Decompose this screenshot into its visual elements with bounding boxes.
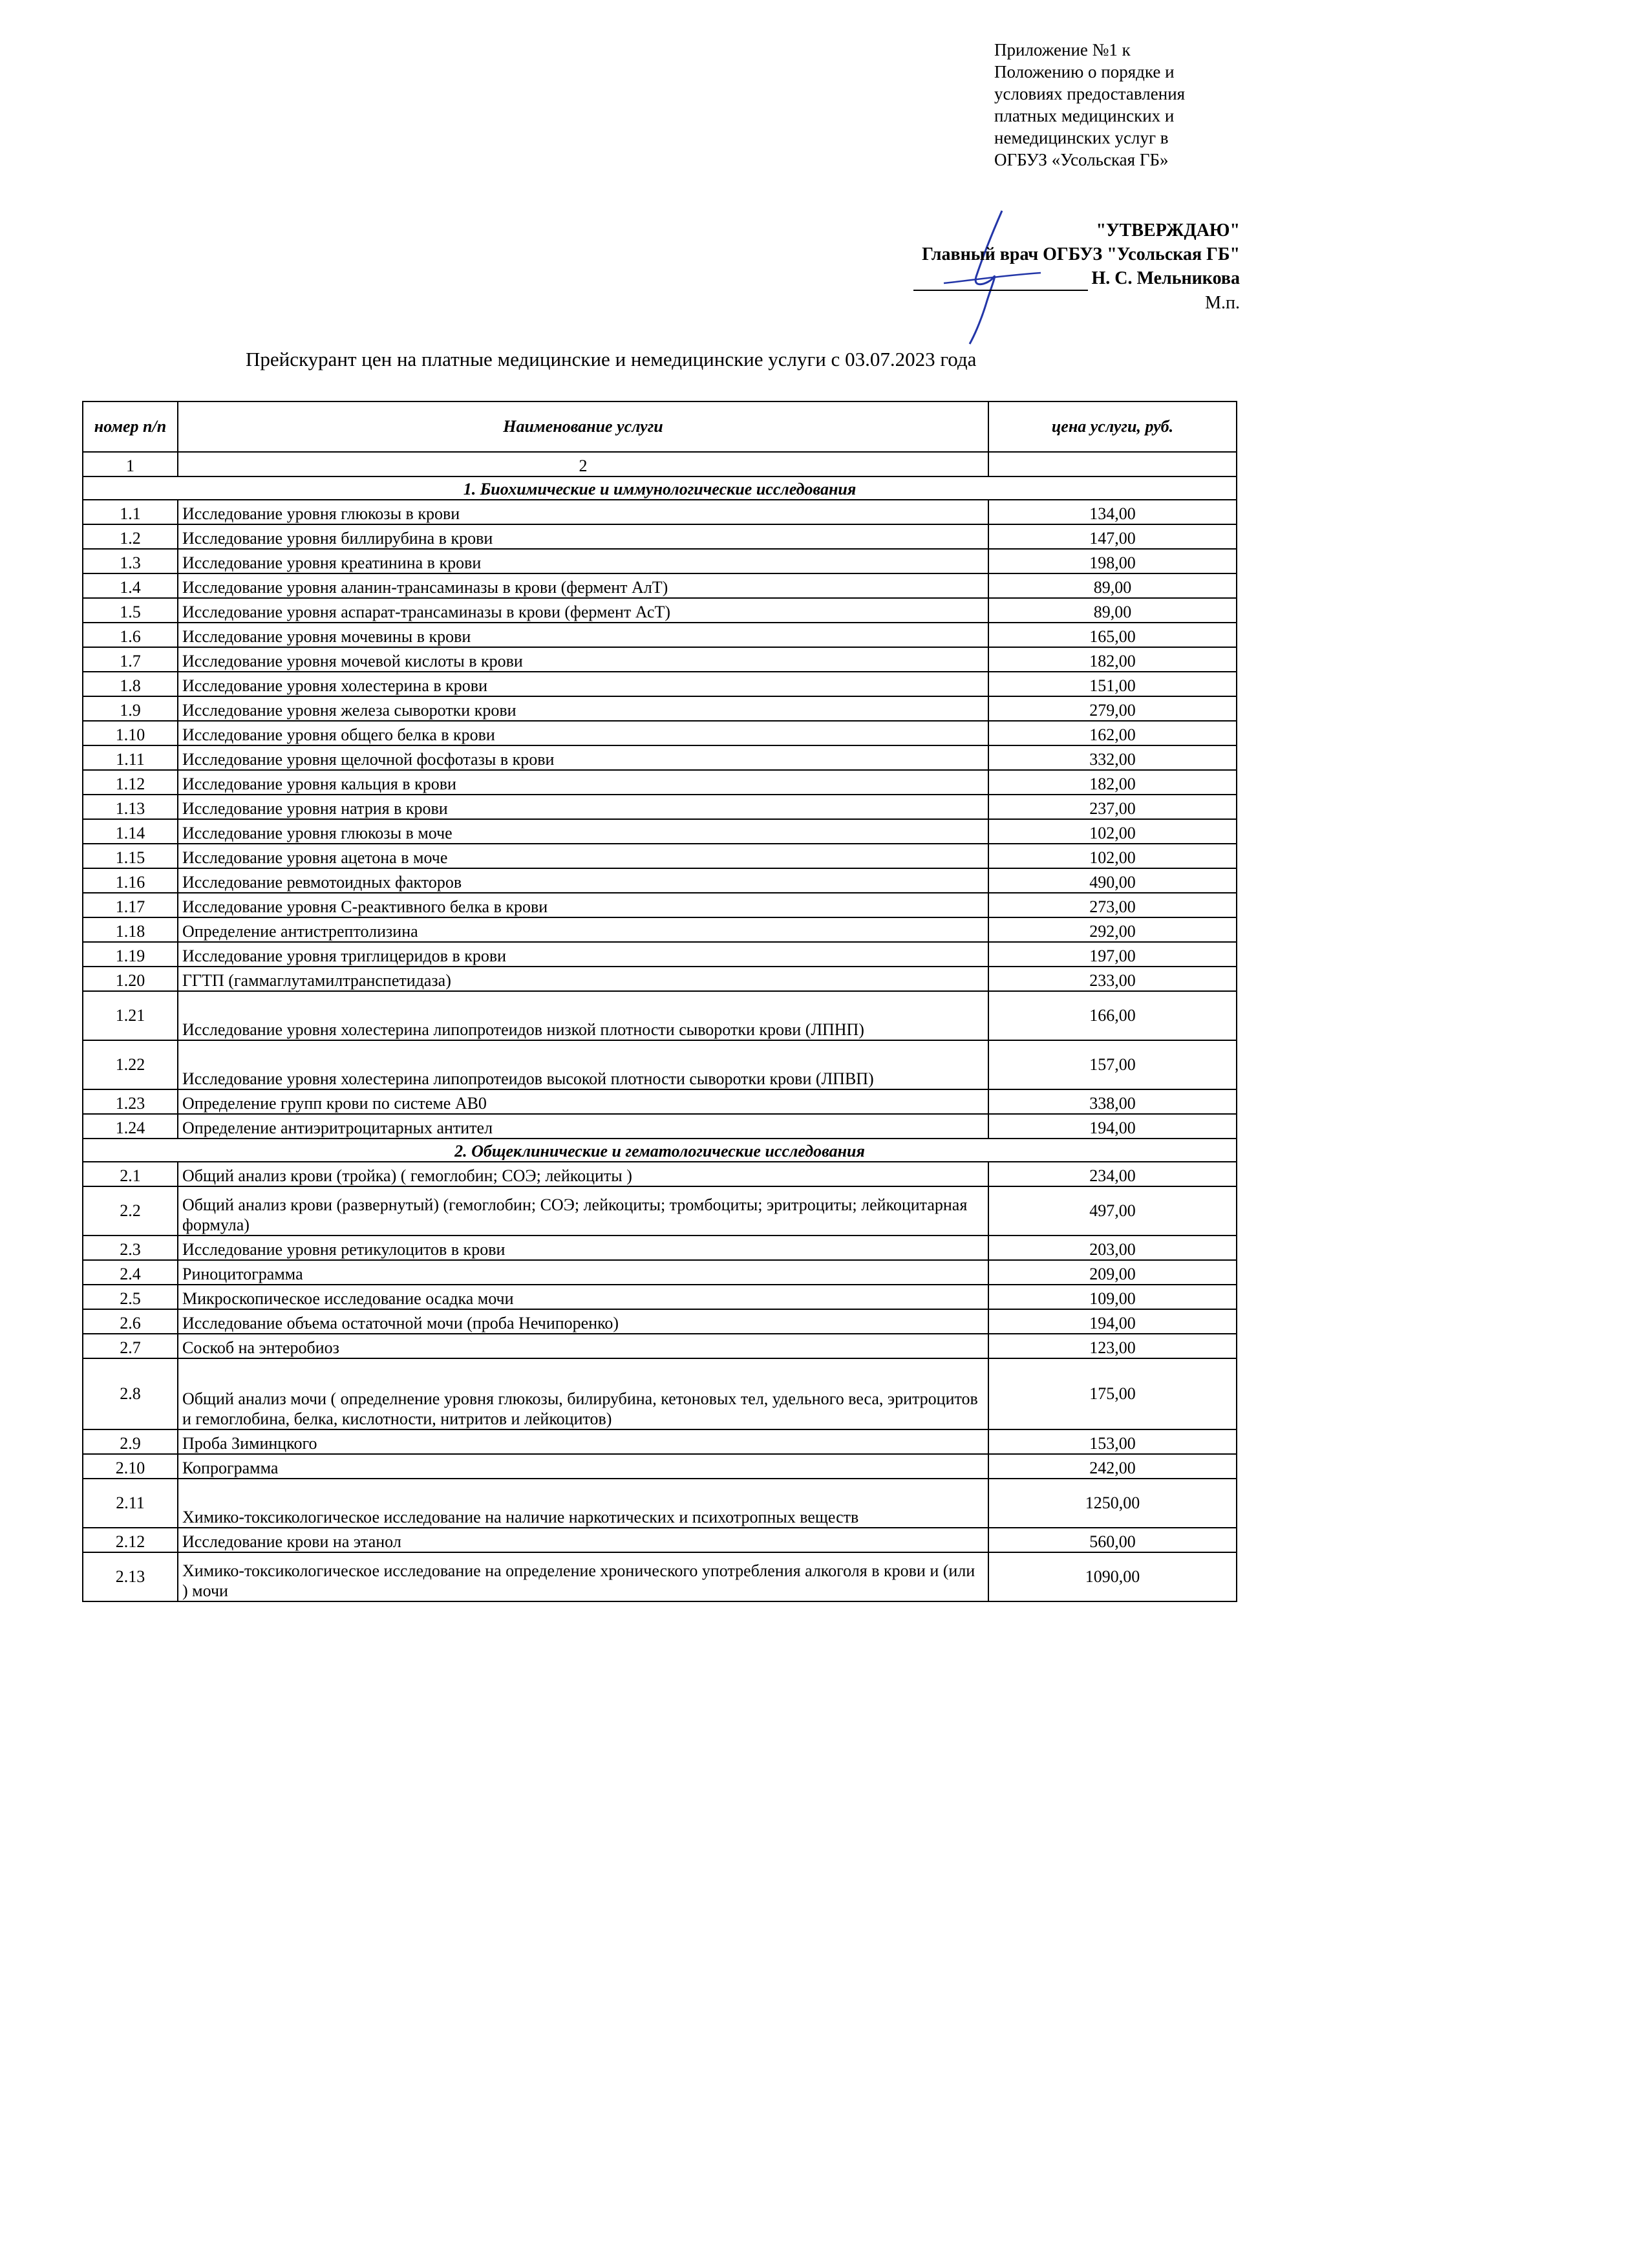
row-name: Исследование уровня мочевой кислоты в крови bbox=[178, 647, 988, 672]
row-price: 1250,00 bbox=[988, 1479, 1237, 1528]
row-name: Проба Зиминцкого bbox=[178, 1429, 988, 1454]
row-name: Исследование уровня холестерина в крови bbox=[178, 672, 988, 696]
row-num: 1.15 bbox=[83, 844, 178, 868]
row-name: Общий анализ крови (развернутый) (гемоглобин; СОЭ; лейкоциты; тромбоциты; эритроциты; лейкоцитарная формула) bbox=[178, 1186, 988, 1236]
row-name: Копрограмма bbox=[178, 1454, 988, 1479]
table-row bbox=[83, 770, 1237, 795]
row-price: 197,00 bbox=[988, 942, 1237, 967]
table-row bbox=[83, 721, 1237, 745]
header-name: Наименование услуги bbox=[178, 401, 988, 452]
row-price: 102,00 bbox=[988, 819, 1237, 844]
row-num: 2.12 bbox=[83, 1528, 178, 1552]
row-name: Исследование уровня С-реактивного белка в крови bbox=[178, 893, 988, 917]
table-row bbox=[83, 795, 1237, 819]
row-name: Исследование уровня ретикулоцитов в крови bbox=[178, 1236, 988, 1260]
row-num: 1.16 bbox=[83, 868, 178, 893]
index-price bbox=[988, 452, 1237, 476]
row-num: 1.19 bbox=[83, 942, 178, 967]
table-row bbox=[83, 696, 1237, 721]
row-price: 182,00 bbox=[988, 770, 1237, 795]
row-name: Общий анализ мочи ( определнение уровня глюкозы, билирубина, кетоновых тел, удельного веса, эритроцитов и гемоглобина, белка, кислотности, нитритов и лейкоцитов) bbox=[178, 1358, 988, 1429]
row-price: 194,00 bbox=[988, 1309, 1237, 1334]
table-row bbox=[83, 1089, 1237, 1114]
row-price: 560,00 bbox=[988, 1528, 1237, 1552]
header-num: номер п/п bbox=[83, 401, 178, 452]
table-row bbox=[83, 1040, 1237, 1089]
table-row bbox=[83, 1114, 1237, 1139]
row-name: Микроскопическое исследование осадка мочи bbox=[178, 1285, 988, 1309]
stamp-mark: М.п. bbox=[1205, 292, 1240, 313]
row-name: Общий анализ крови (тройка) ( гемоглобин; СОЭ; лейкоциты ) bbox=[178, 1162, 988, 1186]
row-price: 490,00 bbox=[988, 868, 1237, 893]
row-name: Исследование уровня натрия в крови bbox=[178, 795, 988, 819]
row-num: 1.23 bbox=[83, 1089, 178, 1114]
row-num: 2.4 bbox=[83, 1260, 178, 1285]
row-price: 237,00 bbox=[988, 795, 1237, 819]
approval-title: "УТВЕРЖДАЮ" bbox=[1096, 220, 1240, 241]
table-row bbox=[83, 573, 1237, 598]
section-title: 1. Биохимические и иммунологические исследования bbox=[83, 476, 1237, 500]
approval-name: Н. С. Мельникова bbox=[1091, 268, 1240, 289]
row-price: 165,00 bbox=[988, 623, 1237, 647]
row-num: 2.11 bbox=[83, 1479, 178, 1528]
index-row bbox=[83, 452, 1237, 476]
row-price: 203,00 bbox=[988, 1236, 1237, 1260]
row-name: Исследование уровня глюкозы в моче bbox=[178, 819, 988, 844]
table-row bbox=[83, 623, 1237, 647]
row-name: Исследование уровня биллирубина в крови bbox=[178, 524, 988, 549]
row-num: 1.2 bbox=[83, 524, 178, 549]
table-row bbox=[83, 1454, 1237, 1479]
row-num: 1.7 bbox=[83, 647, 178, 672]
row-num: 1.10 bbox=[83, 721, 178, 745]
table-row bbox=[83, 524, 1237, 549]
row-price: 338,00 bbox=[988, 1089, 1237, 1114]
row-price: 497,00 bbox=[988, 1186, 1237, 1236]
row-price: 273,00 bbox=[988, 893, 1237, 917]
row-name: Исследование уровня общего белка в крови bbox=[178, 721, 988, 745]
annex-line: немедицинских услуг в bbox=[994, 128, 1169, 148]
table-row bbox=[83, 1285, 1237, 1309]
table-row bbox=[83, 1358, 1237, 1429]
row-price: 279,00 bbox=[988, 696, 1237, 721]
row-price: 233,00 bbox=[988, 967, 1237, 991]
row-price: 166,00 bbox=[988, 991, 1237, 1040]
row-name: Исследование уровня мочевины в крови bbox=[178, 623, 988, 647]
row-price: 242,00 bbox=[988, 1454, 1237, 1479]
section-title: 2. Общеклинические и гематологические исследования bbox=[83, 1139, 1237, 1162]
row-price: 292,00 bbox=[988, 917, 1237, 942]
row-name: Исследование уровня железа сыворотки крови bbox=[178, 696, 988, 721]
row-num: 1.14 bbox=[83, 819, 178, 844]
row-price: 162,00 bbox=[988, 721, 1237, 745]
table-row bbox=[83, 1186, 1237, 1236]
row-num: 2.6 bbox=[83, 1309, 178, 1334]
row-num: 1.17 bbox=[83, 893, 178, 917]
row-price: 109,00 bbox=[988, 1285, 1237, 1309]
row-num: 2.9 bbox=[83, 1429, 178, 1454]
approval-block bbox=[913, 219, 1240, 315]
row-num: 2.2 bbox=[83, 1186, 178, 1236]
row-num: 1.5 bbox=[83, 598, 178, 623]
row-price: 332,00 bbox=[988, 745, 1237, 770]
row-price: 1090,00 bbox=[988, 1552, 1237, 1601]
row-price: 153,00 bbox=[988, 1429, 1237, 1454]
row-name: Химико-токсикологическое исследование на наличие наркотических и психотропных веществ bbox=[178, 1479, 988, 1528]
row-num: 2.10 bbox=[83, 1454, 178, 1479]
row-num: 1.9 bbox=[83, 696, 178, 721]
table-row bbox=[83, 1552, 1237, 1601]
table-row bbox=[83, 1479, 1237, 1528]
table-row bbox=[83, 1260, 1237, 1285]
table-row bbox=[83, 844, 1237, 868]
header-price: цена услуги, руб. bbox=[988, 401, 1237, 452]
table-row bbox=[83, 1162, 1237, 1186]
table-row bbox=[83, 1429, 1237, 1454]
row-name: Химико-токсикологическое исследование на определение хронического употребления алкоголя в крови и (или ) мочи bbox=[178, 1552, 988, 1601]
row-name: Исследование уровня кальция в крови bbox=[178, 770, 988, 795]
row-name: Соскоб на энтеробиоз bbox=[178, 1334, 988, 1358]
row-price: 123,00 bbox=[988, 1334, 1237, 1358]
row-num: 1.1 bbox=[83, 500, 178, 524]
table-row bbox=[83, 991, 1237, 1040]
index-num: 1 bbox=[83, 452, 178, 476]
row-num: 2.8 bbox=[83, 1358, 178, 1429]
row-price: 182,00 bbox=[988, 647, 1237, 672]
table-row bbox=[83, 917, 1237, 942]
row-name: Исследование уровня глюкозы в крови bbox=[178, 500, 988, 524]
row-num: 1.8 bbox=[83, 672, 178, 696]
row-name: Исследование уровня аланин-трансаминазы в крови (фермент АлТ) bbox=[178, 573, 988, 598]
row-price: 89,00 bbox=[988, 573, 1237, 598]
row-name: Определение антистрептолизина bbox=[178, 917, 988, 942]
annex-line: условиях предоставления bbox=[994, 84, 1186, 104]
row-num: 2.7 bbox=[83, 1334, 178, 1358]
row-num: 1.6 bbox=[83, 623, 178, 647]
row-name: Исследование уровня щелочной фосфотазы в крови bbox=[178, 745, 988, 770]
row-num: 1.13 bbox=[83, 795, 178, 819]
row-price: 157,00 bbox=[988, 1040, 1237, 1089]
row-name: Исследование ревмотоидных факторов bbox=[178, 868, 988, 893]
price-table bbox=[82, 401, 1237, 1602]
approval-position: Главный врач ОГБУЗ "Усольская ГБ" bbox=[922, 244, 1240, 265]
row-num: 1.18 bbox=[83, 917, 178, 942]
section-header-row bbox=[83, 1139, 1237, 1162]
table-row bbox=[83, 942, 1237, 967]
row-price: 175,00 bbox=[988, 1358, 1237, 1429]
row-price: 209,00 bbox=[988, 1260, 1237, 1285]
row-name: ГГТП (гаммаглутамилтранспетидаза) bbox=[178, 967, 988, 991]
table-row bbox=[83, 1334, 1237, 1358]
row-price: 234,00 bbox=[988, 1162, 1237, 1186]
annex-line: платных медицинских и bbox=[994, 106, 1175, 126]
table-row bbox=[83, 967, 1237, 991]
table-row bbox=[83, 1309, 1237, 1334]
row-name: Исследование объема остаточной мочи (проба Нечипоренко) bbox=[178, 1309, 988, 1334]
row-num: 2.1 bbox=[83, 1162, 178, 1186]
index-name: 2 bbox=[178, 452, 988, 476]
row-name: Исследование крови на этанол bbox=[178, 1528, 988, 1552]
signature-line bbox=[913, 274, 1088, 291]
row-name: Риноцитограмма bbox=[178, 1260, 988, 1285]
row-num: 2.3 bbox=[83, 1236, 178, 1260]
row-name: Исследование уровня холестерина липопротеидов низкой плотности сыворотки крови (ЛПНП) bbox=[178, 991, 988, 1040]
row-name: Определение групп крови по системе АВ0 bbox=[178, 1089, 988, 1114]
row-num: 2.13 bbox=[83, 1552, 178, 1601]
row-num: 1.4 bbox=[83, 573, 178, 598]
row-num: 1.21 bbox=[83, 991, 178, 1040]
row-name: Исследование уровня аспарат-трансаминазы в крови (фермент АсТ) bbox=[178, 598, 988, 623]
row-num: 2.5 bbox=[83, 1285, 178, 1309]
row-price: 151,00 bbox=[988, 672, 1237, 696]
row-num: 1.20 bbox=[83, 967, 178, 991]
row-num: 1.24 bbox=[83, 1114, 178, 1139]
table-row bbox=[83, 1236, 1237, 1260]
row-name: Исследование уровня креатинина в крови bbox=[178, 549, 988, 573]
row-num: 1.3 bbox=[83, 549, 178, 573]
row-name: Исследование уровня холестерина липопротеидов высокой плотности сыворотки крови (ЛПВП) bbox=[178, 1040, 988, 1089]
table-row bbox=[83, 1528, 1237, 1552]
annex-note bbox=[994, 39, 1266, 171]
annex-line: ОГБУЗ «Усольская ГБ» bbox=[994, 150, 1169, 170]
row-name: Исследование уровня триглицеридов в крови bbox=[178, 942, 988, 967]
document-title: Прейскурант цен на платные медицинские и немедицинские услуги с 03.07.2023 года bbox=[246, 348, 977, 370]
annex-line: Приложение №1 к bbox=[994, 40, 1131, 59]
table-row bbox=[83, 672, 1237, 696]
row-price: 147,00 bbox=[988, 524, 1237, 549]
row-price: 194,00 bbox=[988, 1114, 1237, 1139]
table-row bbox=[83, 745, 1237, 770]
row-price: 89,00 bbox=[988, 598, 1237, 623]
row-name: Исследование уровня ацетона в моче bbox=[178, 844, 988, 868]
table-row bbox=[83, 598, 1237, 623]
table-row bbox=[83, 549, 1237, 573]
row-name: Определение антиэритроцитарных антител bbox=[178, 1114, 988, 1139]
section-header-row bbox=[83, 476, 1237, 500]
table-row bbox=[83, 647, 1237, 672]
row-num: 1.22 bbox=[83, 1040, 178, 1089]
row-price: 198,00 bbox=[988, 549, 1237, 573]
table-row bbox=[83, 500, 1237, 524]
row-num: 1.11 bbox=[83, 745, 178, 770]
annex-line: Положению о порядке и bbox=[994, 62, 1175, 82]
row-price: 102,00 bbox=[988, 844, 1237, 868]
table-row bbox=[83, 893, 1237, 917]
table-row bbox=[83, 868, 1237, 893]
row-num: 1.12 bbox=[83, 770, 178, 795]
table-row bbox=[83, 819, 1237, 844]
row-price: 134,00 bbox=[988, 500, 1237, 524]
